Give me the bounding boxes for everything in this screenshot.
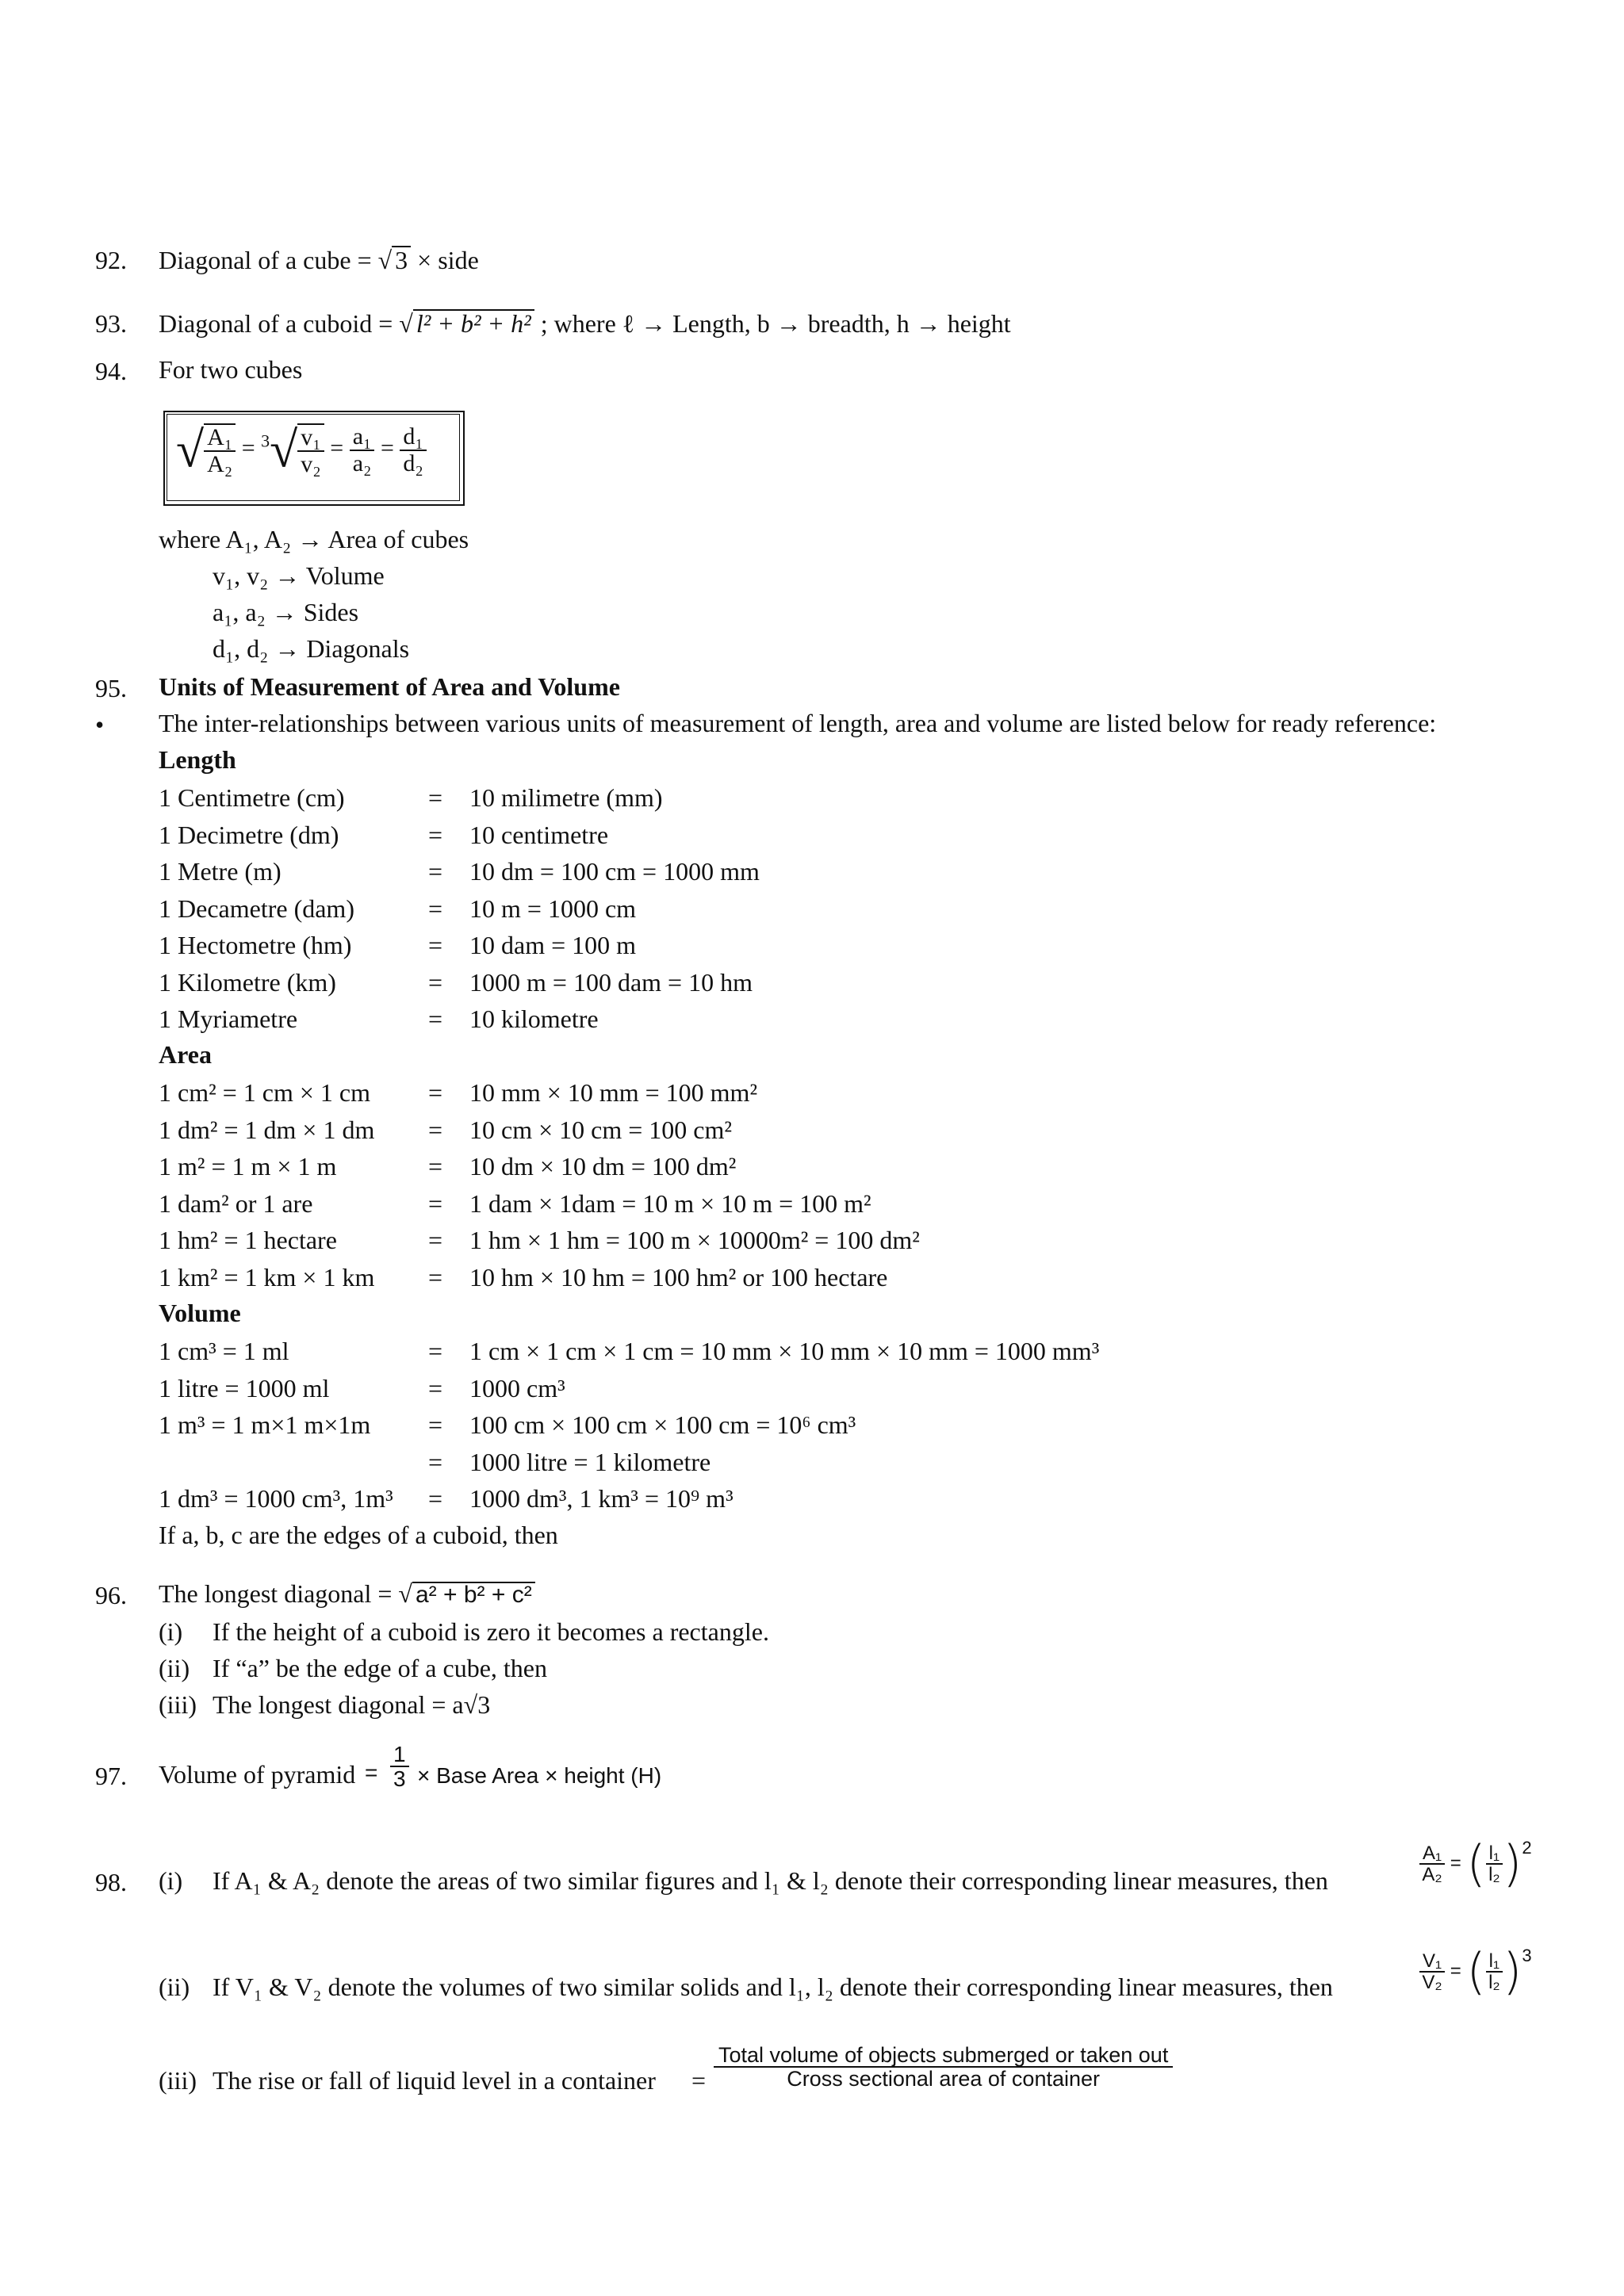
equals-sign: = xyxy=(428,1078,443,1107)
sub-label: (iii) xyxy=(159,1690,197,1719)
item-96-text: The longest diagonal = √ a² + b² + c² xyxy=(159,1581,535,1607)
bullet: • xyxy=(95,710,105,739)
exponent: 2 xyxy=(1522,1838,1532,1858)
length-row-lhs: 1 Myriametre xyxy=(159,1004,298,1033)
equals-sign: = xyxy=(428,894,443,923)
area-row-rhs: 10 dm × 10 dm = 100 dm² xyxy=(469,1152,737,1181)
ratio-v-bot: v₂ xyxy=(301,450,321,477)
volume-row-lhs: 1 dm³ = 1000 cm³, 1m³ xyxy=(159,1484,393,1513)
area-row-lhs: 1 dam² or 1 are xyxy=(159,1188,313,1218)
area-row-rhs: 10 hm × 10 hm = 100 hm² or 100 hectare xyxy=(469,1262,888,1292)
liquid-level-fraction xyxy=(714,2044,1173,2091)
equals-sign: = xyxy=(428,1447,443,1476)
sub-label: (ii) xyxy=(159,1973,190,2001)
area-row-lhs: 1 dm² = 1 dm × 1 dm xyxy=(159,1115,375,1144)
sub-text: The longest diagonal = a√3 xyxy=(213,1690,491,1719)
volume-row-rhs: 1000 litre = 1 kilometre xyxy=(469,1447,711,1476)
area-row-rhs: 1 dam × 1dam = 10 m × 10 m = 100 m² xyxy=(469,1188,871,1218)
frac-top: Total volume of objects submerged or taken out xyxy=(714,2044,1173,2068)
area-row-lhs: 1 m² = 1 m × 1 m xyxy=(159,1152,337,1181)
length-row-lhs: 1 Decametre (dam) xyxy=(159,894,354,923)
length-row-rhs: 10 dm = 100 cm = 1000 mm xyxy=(469,857,760,886)
sub-label: (iii) xyxy=(159,2066,197,2095)
ratio-d-top: d₁ xyxy=(400,424,426,451)
equals-sign: = xyxy=(330,434,344,461)
sub-label: (i) xyxy=(159,1617,183,1646)
item-92-tail: × side xyxy=(417,246,479,274)
length-row-lhs: 1 Metre (m) xyxy=(159,857,282,886)
equals-sign: = xyxy=(1450,1852,1461,1874)
length-row-lhs: 1 Kilometre (km) xyxy=(159,967,336,997)
equals-sign: = xyxy=(377,1579,393,1608)
equals-sign: = xyxy=(428,1373,443,1402)
left-paren: ( xyxy=(1466,1835,1486,1892)
item-number: 93. xyxy=(95,309,127,338)
equals-sign: = xyxy=(428,1115,443,1144)
equals-sign: = xyxy=(428,1484,443,1513)
right-paren: ) xyxy=(1503,1942,1522,2000)
item-93-label: Diagonal of a cuboid = xyxy=(159,309,393,338)
length-row-rhs: 10 centimetre xyxy=(469,820,609,849)
ratio-s-top: a₁ xyxy=(350,424,375,451)
item-97-label: Volume of pyramid xyxy=(159,1760,356,1789)
length-row-lhs: 1 Decimetre (dm) xyxy=(159,820,339,849)
equals-sign: = xyxy=(428,1152,443,1181)
ratio-d-bot: d₂ xyxy=(403,450,423,476)
area-row-rhs: 10 cm × 10 cm = 100 cm² xyxy=(469,1115,732,1144)
equals-sign: = xyxy=(428,931,443,959)
sub-text: If A₁ & A₂ denote the areas of two similar figures and l₁ & l₂ denote their corresponding linear measures, then xyxy=(213,1866,1328,1895)
item-number: 95. xyxy=(95,674,127,702)
where-line: a₁, a₂ → Sides xyxy=(213,598,359,626)
sub-label: (i) xyxy=(159,1866,183,1895)
equals-sign: = xyxy=(691,2066,707,2095)
frac-top: A₁ xyxy=(1419,1843,1445,1865)
equals-sign: = xyxy=(241,434,255,461)
intro-text: The inter-relationships between various units of measurement of length, area and volume are listed below for ready reference: xyxy=(159,709,1437,737)
sub-label: (ii) xyxy=(159,1654,190,1682)
length-heading: Length xyxy=(159,745,236,774)
equals-sign: = xyxy=(428,783,443,812)
where-line: v₁, v₂ → Volume xyxy=(213,561,385,590)
equals-sign: = xyxy=(428,1337,443,1365)
ratio-v-top: v₁ xyxy=(297,425,324,452)
volume-row-lhs: 1 litre = 1000 ml xyxy=(159,1373,330,1402)
area-row-lhs: 1 hm² = 1 hectare xyxy=(159,1226,337,1254)
sub-text: The rise or fall of liquid level in a container xyxy=(213,2066,656,2095)
item-number: 92. xyxy=(95,246,127,274)
length-row-lhs: 1 Centimetre (cm) xyxy=(159,783,345,812)
equals-sign: = xyxy=(428,857,443,886)
item-96-radicand: a² + b² + c² xyxy=(412,1582,535,1607)
frac-bot: Cross sectional area of container xyxy=(787,2067,1101,2091)
section-title: Units of Measurement of Area and Volume xyxy=(159,672,620,701)
where-line: d₁, d₂ → Diagonals xyxy=(213,634,410,663)
length-row-rhs: 10 kilometre xyxy=(469,1004,599,1033)
frac-bot: l₂ xyxy=(1488,1864,1500,1885)
pyramid-fraction xyxy=(390,1743,409,1791)
equals-sign: = xyxy=(380,434,394,461)
cube-ratio-formula: √ $\frac{\text{A₁}}{\text{A₂}}$ = $^3$√ $\frac{\text{v₁}}{\text{v₂}}$ = $\frac{\text{a₁}}{\text{a₂}}$ = $\frac{\text{d₁}}{\text{d₂}}$ xyxy=(176,423,427,476)
length-row-rhs: 1000 m = 100 dam = 10 hm xyxy=(469,967,753,997)
frac-bot: l₂ xyxy=(1488,1972,1500,1993)
right-paren: ) xyxy=(1503,1835,1522,1892)
left-paren: ( xyxy=(1466,1942,1486,2000)
item-94-text: For two cubes xyxy=(159,355,303,384)
volume-ratio-formula xyxy=(1419,1942,1532,2000)
where-line: where A₁, A₂ → Area of cubes xyxy=(159,525,469,553)
frac-top: 1 xyxy=(390,1743,409,1767)
item-93-tail: ; where ℓ → Length, b → breadth, h → height xyxy=(540,309,1011,338)
ratio-s-bot: a₂ xyxy=(352,450,372,476)
area-ratio-formula xyxy=(1419,1835,1532,1892)
volume-row-rhs: 1 cm × 1 cm × 1 cm = 10 mm × 10 mm × 10 mm = 1000 mm³ xyxy=(469,1337,1100,1365)
item-93-radicand: l² + b² + h² xyxy=(413,309,534,336)
frac-bot: 3 xyxy=(393,1766,406,1792)
length-row-rhs: 10 milimetre (mm) xyxy=(469,783,663,812)
area-row-rhs: 10 mm × 10 mm = 100 mm² xyxy=(469,1078,758,1107)
item-93-text: Diagonal of a cuboid = √ l² + b² + h² ; where ℓ → Length, b → breadth, h → height xyxy=(159,309,1011,338)
volume-row-lhs: 1 m³ = 1 m×1 m×1m xyxy=(159,1410,371,1439)
item-97-eq: = xyxy=(365,1760,378,1785)
item-number: 97. xyxy=(95,1762,127,1790)
area-row-lhs: 1 cm² = 1 cm × 1 cm xyxy=(159,1078,370,1107)
sub-text: If “a” be the edge of a cube, then xyxy=(213,1654,547,1682)
item-number: 98. xyxy=(95,1868,127,1896)
frac-bot: A₂ xyxy=(1422,1864,1442,1885)
equals-sign: = xyxy=(428,1188,443,1218)
volume-row-rhs: 1000 dm³, 1 km³ = 10⁹ m³ xyxy=(469,1484,733,1513)
equals-sign: = xyxy=(428,1262,443,1292)
equals-sign: = xyxy=(428,1226,443,1254)
item-96-label: The longest diagonal xyxy=(159,1579,372,1608)
area-heading: Area xyxy=(159,1040,212,1069)
frac-top: l₁ xyxy=(1486,1951,1503,1973)
cube-root-index: 3 xyxy=(261,430,270,451)
equals-sign: = xyxy=(1450,1960,1461,1982)
equals-sign: = xyxy=(428,820,443,849)
ratio-a-top: A₁ xyxy=(204,425,236,452)
length-row-rhs: 10 m = 1000 cm xyxy=(469,894,637,923)
ratio-a-bot: A₂ xyxy=(207,450,233,477)
equals-sign: = xyxy=(428,967,443,997)
volume-row-rhs: 1000 cm³ xyxy=(469,1373,565,1402)
item-number: 96. xyxy=(95,1581,127,1609)
frac-bot: V₂ xyxy=(1422,1972,1442,1993)
equals-sign: = xyxy=(428,1004,443,1033)
item-97-rest: × Base Area × height (H) xyxy=(417,1763,662,1788)
sub-text: If V₁ & V₂ denote the volumes of two similar solids and l₁, l₂ denote their corresponding linear measures, then xyxy=(213,1973,1333,2001)
equals-sign: = xyxy=(428,1410,443,1439)
item-92-label: Diagonal of a cube = xyxy=(159,246,372,274)
area-row-lhs: 1 km² = 1 km × 1 km xyxy=(159,1262,375,1292)
length-row-rhs: 10 dam = 100 m xyxy=(469,931,637,959)
exponent: 3 xyxy=(1522,1946,1532,1965)
volume-row-lhs: 1 cm³ = 1 ml xyxy=(159,1337,289,1365)
item-92-radicand: 3 xyxy=(392,246,411,273)
area-row-rhs: 1 hm × 1 hm = 100 m × 10000m² = 100 dm² xyxy=(469,1226,920,1254)
length-row-lhs: 1 Hectometre (hm) xyxy=(159,931,352,959)
volume-heading: Volume xyxy=(159,1299,241,1327)
cuboid-line: If a, b, c are the edges of a cuboid, then xyxy=(159,1521,558,1549)
item-number: 94. xyxy=(95,357,127,385)
sub-text: If the height of a cuboid is zero it becomes a rectangle. xyxy=(213,1617,769,1646)
volume-row-rhs: 100 cm × 100 cm × 100 cm = 10⁶ cm³ xyxy=(469,1410,856,1439)
frac-top: l₁ xyxy=(1486,1843,1503,1865)
frac-top: V₁ xyxy=(1419,1951,1445,1973)
item-92-text: Diagonal of a cube = √ 3 × side xyxy=(159,246,479,274)
